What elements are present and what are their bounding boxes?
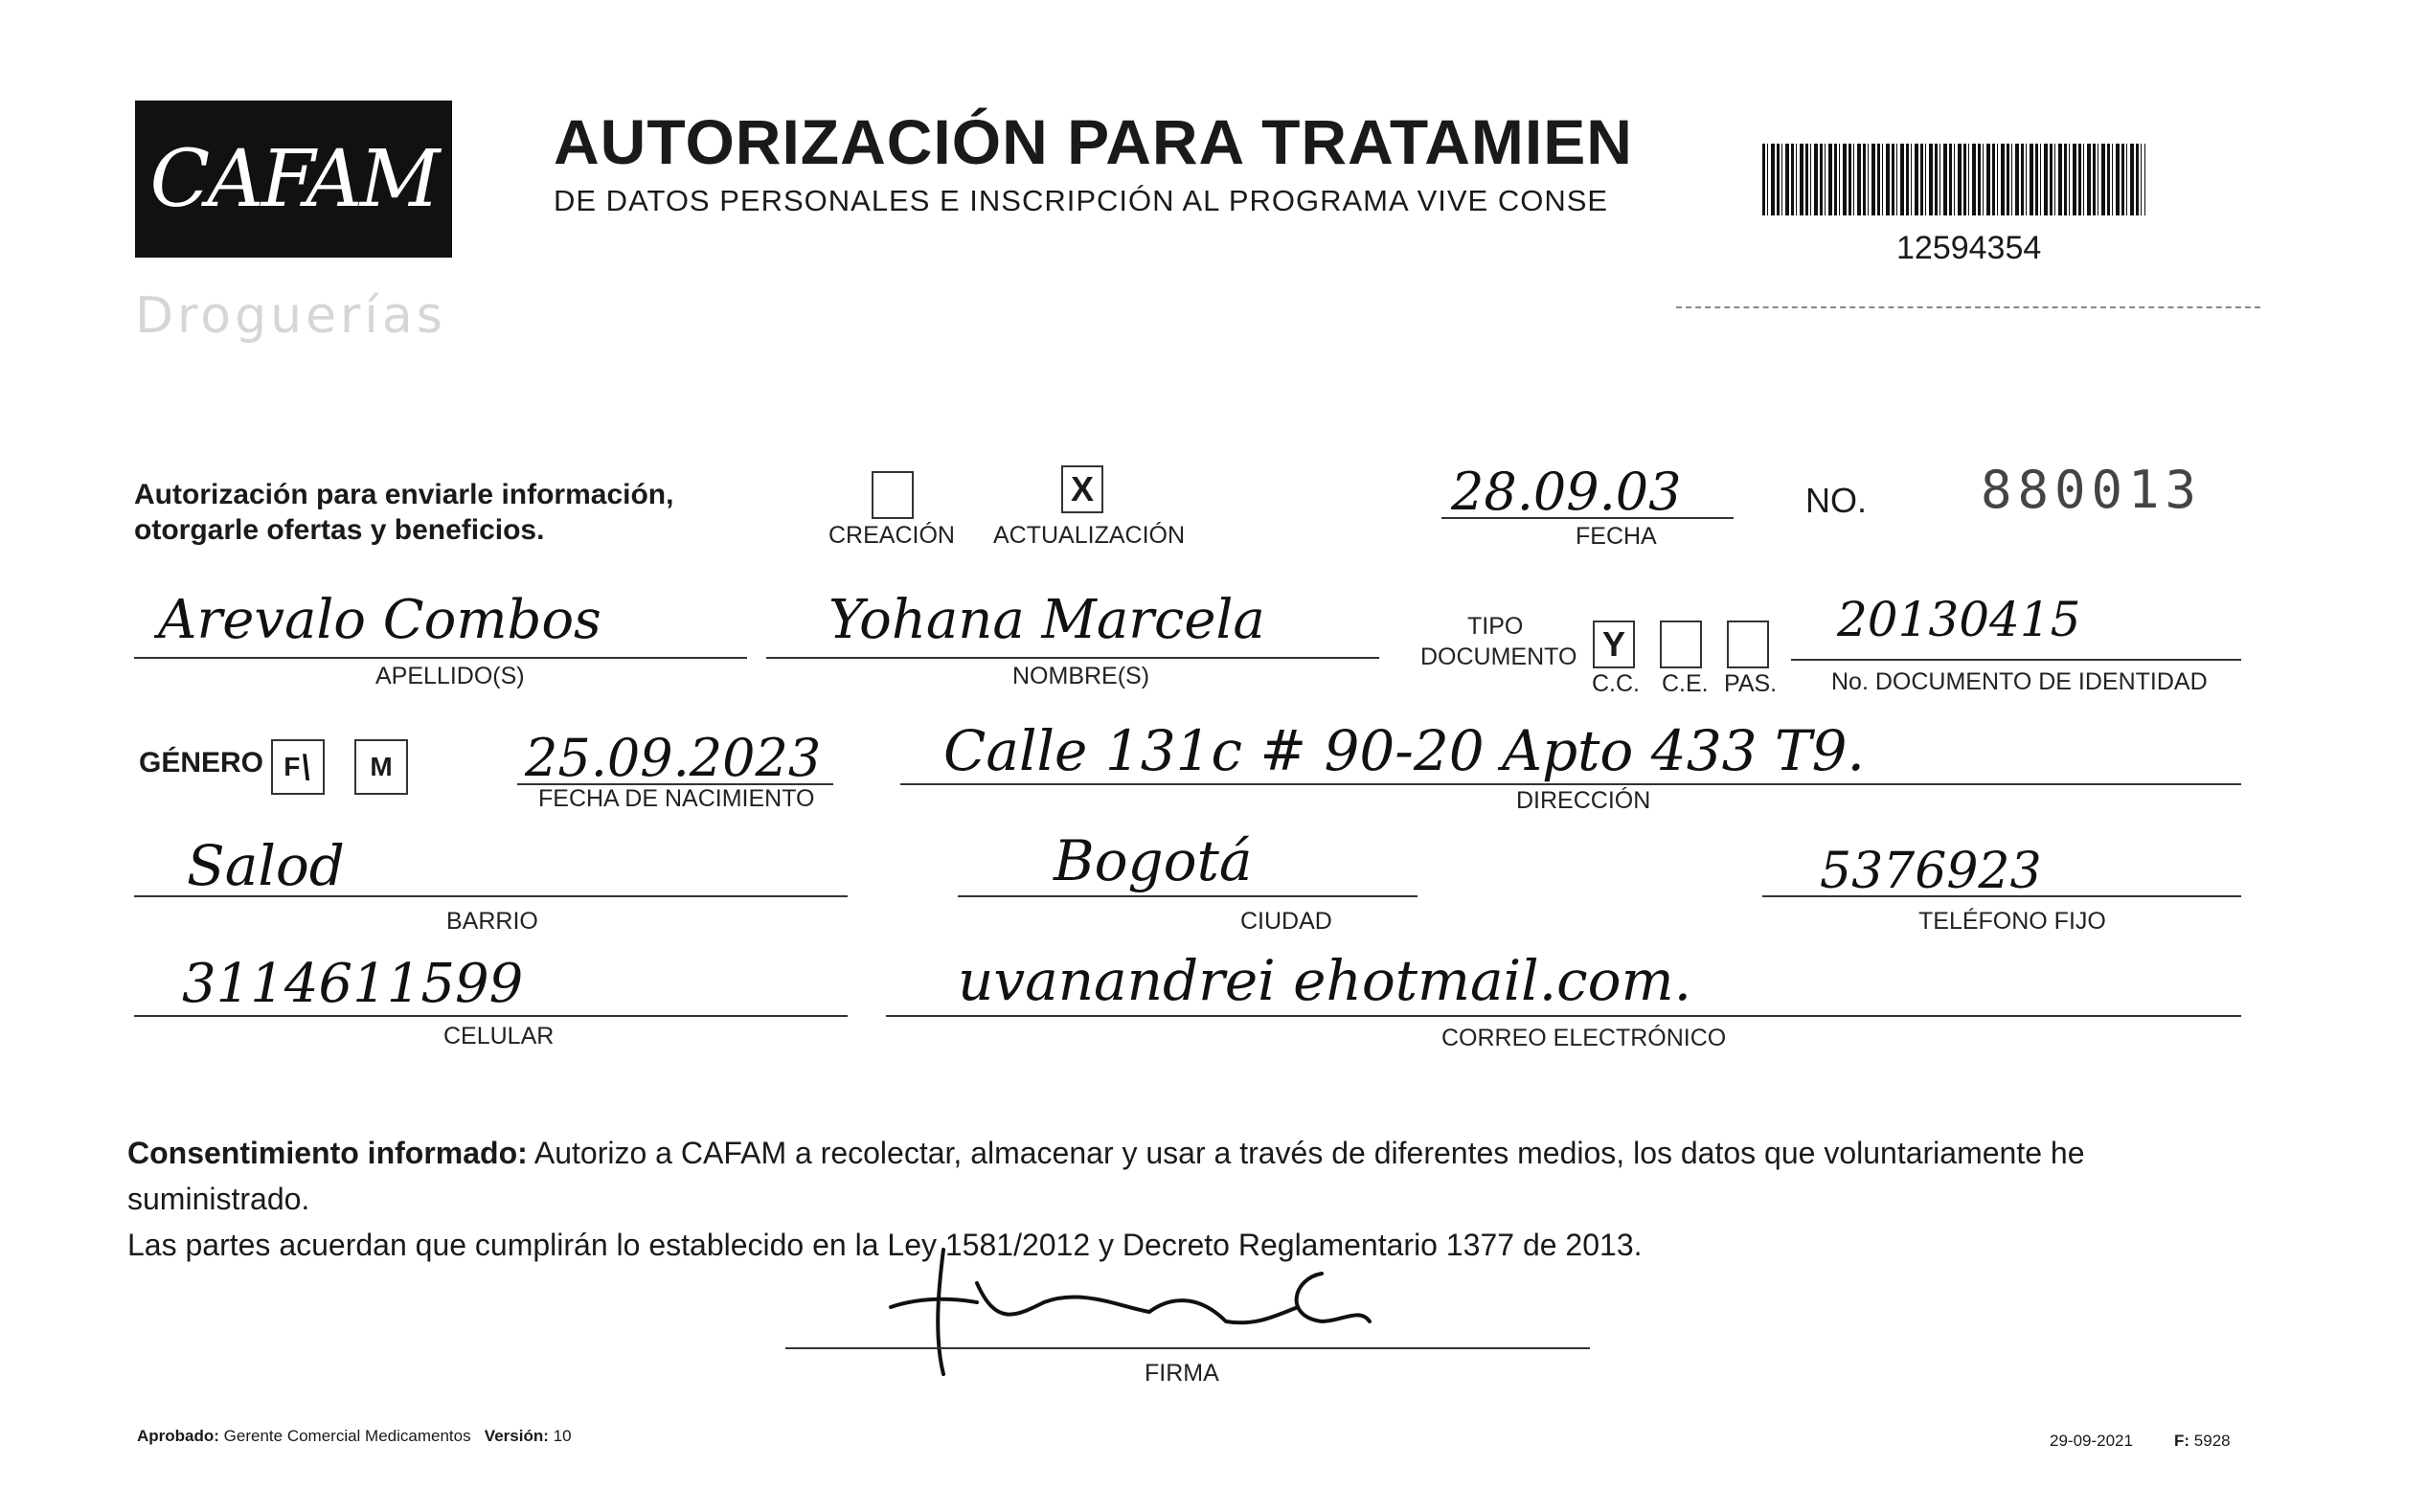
ciudad-value: Bogotá bbox=[1054, 828, 1253, 893]
creacion-label: CREACIÓN bbox=[828, 522, 955, 549]
footer-approval bbox=[137, 1427, 572, 1446]
form-label: F: bbox=[2174, 1432, 2190, 1450]
cafam-logo bbox=[135, 101, 452, 258]
genero-label: GÉNERO bbox=[139, 747, 264, 779]
form-value: 5928 bbox=[2193, 1432, 2231, 1450]
telefono-label: TELÉFONO FIJO bbox=[1918, 908, 2106, 935]
authorization-heading-2: otorgarle ofertas y beneficios. bbox=[134, 514, 545, 546]
logo-text: CAFAM bbox=[149, 133, 438, 225]
correo-value: uvanandrei ehotmail.com. bbox=[958, 948, 1692, 1013]
header-dash-line bbox=[1676, 306, 2260, 308]
direccion-value: Calle 131c # 90-20 Apto 433 T9. bbox=[943, 718, 1865, 783]
nacimiento-label: FECHA DE NACIMIENTO bbox=[538, 785, 815, 812]
telefono-line bbox=[1762, 895, 2241, 897]
barcode-number: 12594354 bbox=[1896, 230, 2042, 266]
no-value: 880013 bbox=[1981, 460, 2203, 520]
no-label: NO. bbox=[1805, 481, 1868, 520]
telefono-value: 5376923 bbox=[1820, 843, 2042, 900]
aprobado-value: Gerente Comercial Medicamentos bbox=[223, 1427, 471, 1445]
footer-date: 29-09-2021 bbox=[2050, 1432, 2133, 1450]
genero-f-mark: \ bbox=[300, 748, 312, 786]
apellidos-line bbox=[134, 657, 747, 659]
logo-subtitle: Droguerías bbox=[135, 287, 446, 345]
pas-label: PAS. bbox=[1724, 670, 1778, 697]
ce-label: C.E. bbox=[1662, 670, 1709, 697]
barcode bbox=[1762, 144, 2145, 215]
cc-checkbox[interactable]: Y bbox=[1593, 621, 1635, 668]
documento-label: No. DOCUMENTO DE IDENTIDAD bbox=[1831, 668, 2208, 695]
actualizacion-label: ACTUALIZACIÓN bbox=[993, 522, 1186, 549]
genero-f-label: F bbox=[284, 752, 301, 781]
celular-label: CELULAR bbox=[443, 1023, 555, 1049]
consent-heading: Consentimiento informado: bbox=[127, 1136, 528, 1170]
correo-line bbox=[886, 1015, 2241, 1017]
nombres-label: NOMBRE(S) bbox=[1012, 663, 1150, 689]
fecha-value: 28.09.03 bbox=[1451, 462, 1682, 522]
tipo-label-1: TIPO bbox=[1467, 613, 1524, 640]
version-value: 10 bbox=[553, 1427, 572, 1445]
consent-line-1 bbox=[127, 1130, 2254, 1222]
genero-m-label: M bbox=[370, 752, 393, 781]
barrio-label: BARRIO bbox=[446, 908, 538, 935]
celular-value: 3114611599 bbox=[182, 953, 524, 1015]
authorization-heading-1: Autorización para enviarle información, bbox=[134, 479, 674, 510]
form-title: AUTORIZACIÓN PARA TRATAMIEN bbox=[554, 106, 1633, 177]
fecha-label: FECHA bbox=[1576, 523, 1657, 550]
ciudad-label: CIUDAD bbox=[1240, 908, 1332, 935]
barrio-line bbox=[134, 895, 848, 897]
cc-label: C.C. bbox=[1592, 670, 1640, 697]
consent-text-1: Autorizo a CAFAM a recolectar, almacenar y usar a través de diferentes medios, los datos que voluntariamente he suministrado. bbox=[127, 1136, 2085, 1216]
ciudad-line bbox=[958, 895, 1418, 897]
direccion-label: DIRECCIÓN bbox=[1516, 787, 1651, 814]
aprobado-label: Aprobado: bbox=[137, 1427, 219, 1445]
firma-line bbox=[785, 1347, 1590, 1349]
barrio-value: Salod bbox=[187, 833, 345, 898]
documento-line bbox=[1791, 659, 2241, 661]
documento-value: 20130415 bbox=[1837, 592, 2081, 647]
apellidos-value: Arevalo Combos bbox=[158, 589, 601, 651]
pas-checkbox[interactable] bbox=[1727, 621, 1769, 668]
nombres-line bbox=[766, 657, 1379, 659]
apellidos-label: APELLIDO(S) bbox=[375, 663, 525, 689]
form-subtitle: DE DATOS PERSONALES E INSCRIPCIÓN AL PROGRAMA VIVE CONSE bbox=[554, 184, 1609, 217]
firma-label: FIRMA bbox=[1145, 1360, 1219, 1387]
correo-label: CORREO ELECTRÓNICO bbox=[1441, 1025, 1727, 1051]
consent-text-2: Las partes acuerdan que cumplirán lo establecido en la Ley 1581/2012 y Decreto Reglamentario 1377 de 2013. bbox=[127, 1228, 1643, 1262]
fecha-line bbox=[1441, 517, 1734, 519]
footer-form bbox=[2174, 1432, 2231, 1451]
direccion-line bbox=[900, 783, 2241, 785]
creacion-checkbox[interactable] bbox=[872, 471, 914, 519]
genero-f-checkbox[interactable] bbox=[271, 739, 325, 795]
nombres-value: Yohana Marcela bbox=[828, 589, 1265, 651]
version-label: Versión: bbox=[484, 1427, 549, 1445]
nacimiento-value: 25.09.2023 bbox=[525, 728, 822, 788]
actualizacion-checkbox[interactable]: X bbox=[1061, 465, 1103, 513]
tipo-label-2: DOCUMENTO bbox=[1420, 643, 1577, 670]
celular-line bbox=[134, 1015, 848, 1017]
genero-m-checkbox[interactable] bbox=[354, 739, 408, 795]
ce-checkbox[interactable] bbox=[1660, 621, 1702, 668]
